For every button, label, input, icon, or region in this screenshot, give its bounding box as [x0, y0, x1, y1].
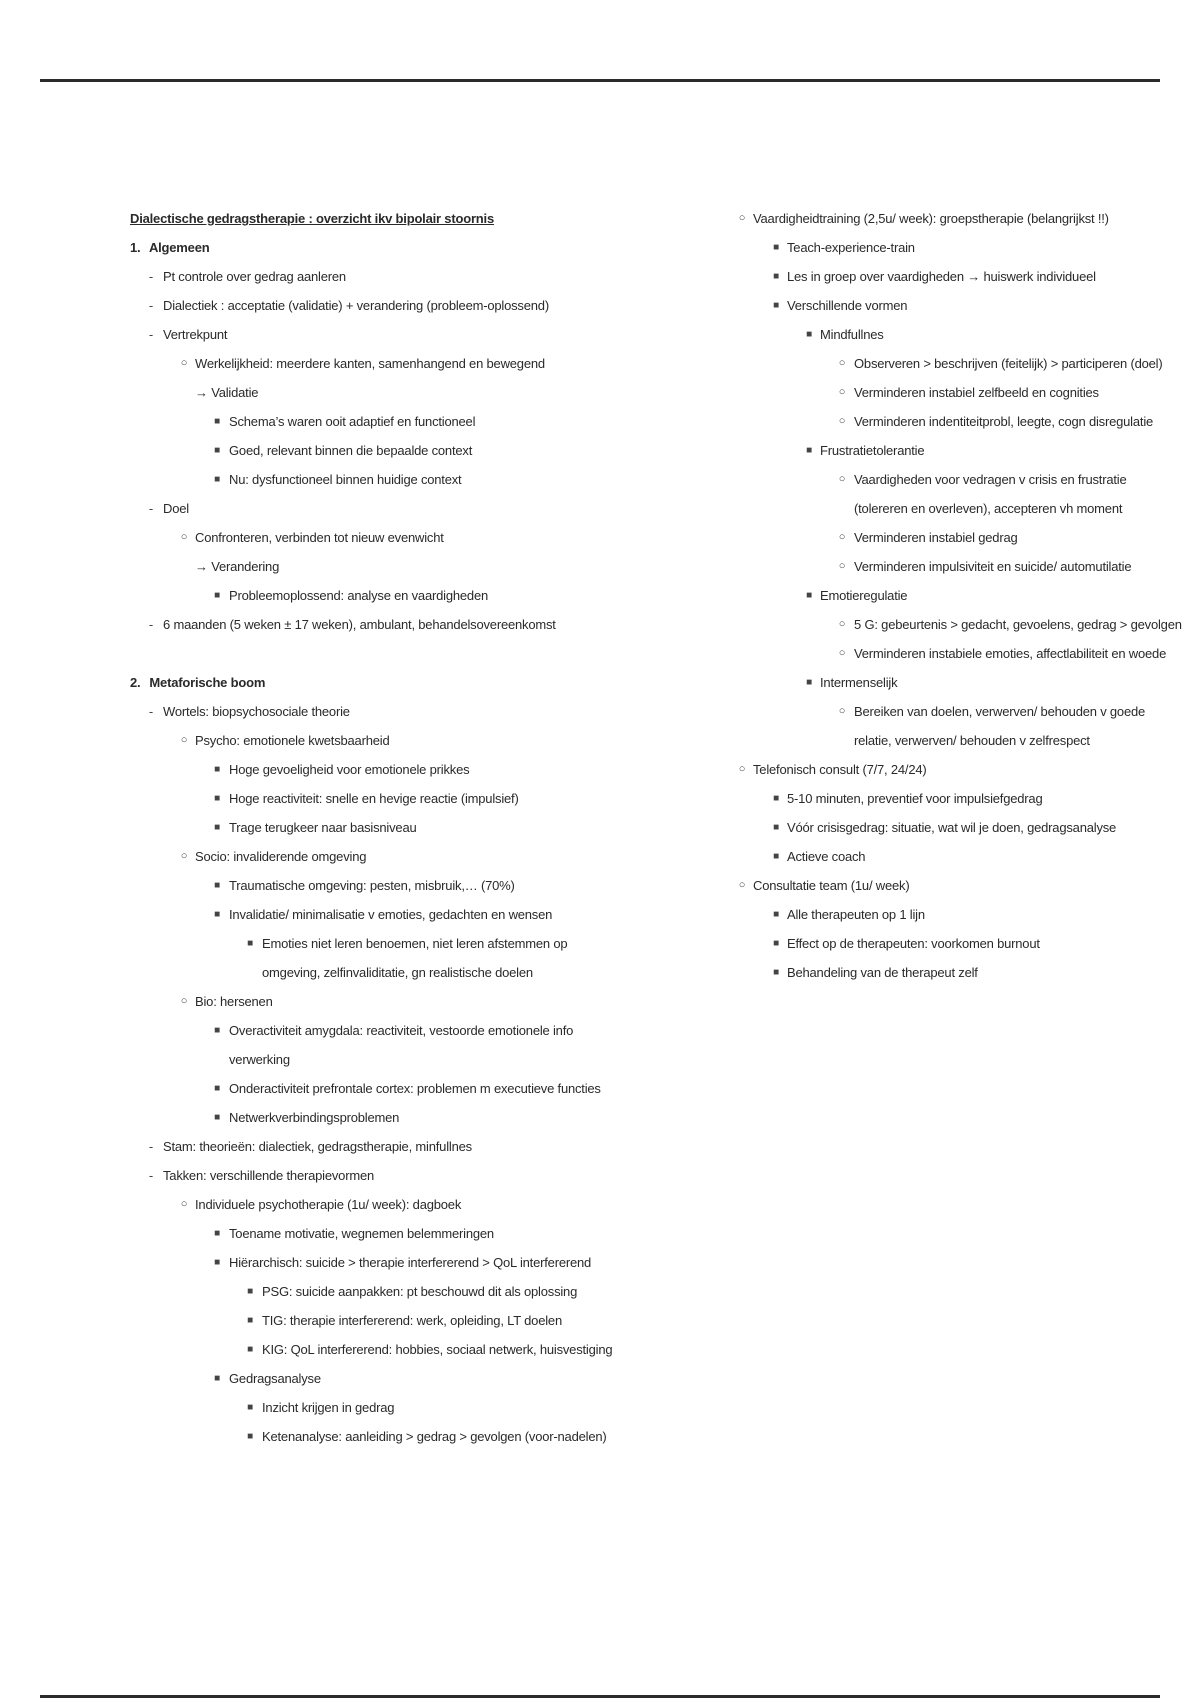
circle-bullet-icon: ○ — [838, 415, 846, 427]
square-bullet-icon: ■ — [214, 590, 220, 601]
list-item: ○ Verminderen instabiele emoties, affectlabiliteit en woede — [735, 639, 1175, 668]
list-item: - Dialectiek : acceptatie (validatie) + verandering (probleem-oplossend) — [130, 291, 690, 320]
section-title: Metaforische boom — [149, 675, 266, 690]
list-item-continuation: omgeving, zelfinvaliditatie, gn realistische doelen — [262, 965, 533, 980]
circle-bullet-icon: ○ — [180, 850, 188, 862]
list-item: ■ 5-10 minuten, preventief voor impulsiefgedrag — [735, 784, 1175, 813]
circle-bullet-icon: ○ — [180, 995, 188, 1007]
list-item: ■ Ketenanalyse: aanleiding > gedrag > gevolgen (voor-nadelen) — [130, 1422, 690, 1451]
square-bullet-icon: ■ — [214, 416, 220, 427]
square-bullet-icon: ■ — [773, 271, 779, 282]
square-bullet-icon: ■ — [214, 793, 220, 804]
square-bullet-icon: ■ — [214, 880, 220, 891]
document-title: Dialectische gedragstherapie : overzicht ikv bipolair stoornis — [130, 211, 494, 226]
list-item: ■ Invalidatie/ minimalisatie v emoties, gedachten en wensen — [130, 900, 690, 929]
list-item: ■ Actieve coach — [735, 842, 1175, 871]
square-bullet-icon: ■ — [247, 1402, 253, 1413]
circle-bullet-icon: ○ — [738, 763, 746, 775]
list-item: ■ Alle therapeuten op 1 lijn — [735, 900, 1175, 929]
list-item: ■ Effect op de therapeuten: voorkomen burnout — [735, 929, 1175, 958]
list-item: - Pt controle over gedrag aanleren — [130, 262, 690, 291]
list-item: ■ Nu: dysfunctioneel binnen huidige context — [130, 465, 690, 494]
square-bullet-icon: ■ — [247, 1315, 253, 1326]
list-item: ■ Emoties niet leren benoemen, niet leren afstemmen op — [130, 929, 690, 958]
list-item: ○ Observeren > beschrijven (feitelijk) > participeren (doel) — [735, 349, 1175, 378]
square-bullet-icon: ■ — [214, 1373, 220, 1384]
list-item: ■ Verschillende vormen — [735, 291, 1175, 320]
list-item: ○ Telefonisch consult (7/7, 24/24) — [735, 755, 1175, 784]
right-column — [735, 204, 1182, 987]
list-item-continuation: (tolereren en overleven), accepteren vh moment — [854, 501, 1123, 516]
list-item: ○ Bio: hersenen — [130, 987, 690, 1016]
circle-bullet-icon: ○ — [180, 357, 188, 369]
circle-bullet-icon: ○ — [838, 473, 846, 485]
dash-bullet-icon: - — [148, 1139, 154, 1154]
square-bullet-icon: ■ — [806, 590, 812, 601]
square-bullet-icon: ■ — [773, 851, 779, 862]
list-item: ■ Behandeling van de therapeut zelf — [735, 958, 1175, 987]
list-item: - Takken: verschillende therapievormen — [130, 1161, 690, 1190]
section-number: 1. — [130, 240, 141, 255]
circle-bullet-icon: ○ — [838, 618, 846, 630]
dash-bullet-icon: - — [148, 617, 154, 632]
list-item: ■ Hoge reactiviteit: snelle en hevige reactie (impulsief) — [130, 784, 690, 813]
list-item: ○ Socio: invaliderende omgeving — [130, 842, 690, 871]
dash-bullet-icon: - — [148, 327, 154, 342]
list-item: ■ Inzicht krijgen in gedrag — [130, 1393, 690, 1422]
list-item: ○ Vaardigheidtraining (2,5u/ week): groepstherapie (belangrijkst !!) — [735, 204, 1175, 233]
square-bullet-icon: ■ — [773, 793, 779, 804]
left-column — [130, 204, 690, 1451]
section-title: Algemeen — [148, 240, 210, 255]
square-bullet-icon: ■ — [214, 474, 220, 485]
square-bullet-icon: ■ — [247, 1286, 253, 1297]
header-rule — [40, 79, 1160, 82]
square-bullet-icon: ■ — [214, 1228, 220, 1239]
square-bullet-icon: ■ — [214, 445, 220, 456]
list-item: ■ Goed, relevant binnen die bepaalde context — [130, 436, 690, 465]
square-bullet-icon: ■ — [806, 329, 812, 340]
circle-bullet-icon: ○ — [838, 386, 846, 398]
square-bullet-icon: ■ — [773, 300, 779, 311]
square-bullet-icon: ■ — [806, 445, 812, 456]
list-item: ■ Netwerkverbindingsproblemen — [130, 1103, 690, 1132]
list-item: - Stam: theorieën: dialectiek, gedragstherapie, minfullnes — [130, 1132, 690, 1161]
circle-bullet-icon: ○ — [738, 879, 746, 891]
list-item: ○ Verminderen instabiel zelfbeeld en cognities — [735, 378, 1175, 407]
dash-bullet-icon: - — [148, 269, 154, 284]
square-bullet-icon: ■ — [214, 822, 220, 833]
list-item: ■ Intermenselijk — [735, 668, 1175, 697]
list-item: ■ Mindfullnes — [735, 320, 1175, 349]
square-bullet-icon: ■ — [214, 1083, 220, 1094]
square-bullet-icon: ■ — [773, 909, 779, 920]
list-item: - 6 maanden (5 weken ± 17 weken), ambulant, behandelsovereenkomst — [130, 610, 690, 639]
list-item-arrow: → Verandering — [195, 559, 280, 574]
circle-bullet-icon: ○ — [838, 647, 846, 659]
list-item: ■ Emotieregulatie — [735, 581, 1175, 610]
list-item: ■ Toename motivatie, wegnemen belemmeringen — [130, 1219, 690, 1248]
list-item: ○ Vaardigheden voor vedragen v crisis en frustratie — [735, 465, 1175, 494]
circle-bullet-icon: ○ — [180, 1198, 188, 1210]
square-bullet-icon: ■ — [214, 909, 220, 920]
footer-rule — [40, 1695, 1160, 1698]
list-item: ■ KIG: QoL interfererend: hobbies, sociaal netwerk, huisvestiging — [130, 1335, 690, 1364]
list-item: ○ Individuele psychotherapie (1u/ week): dagboek — [130, 1190, 690, 1219]
list-item: ■ Gedragsanalyse — [130, 1364, 690, 1393]
list-item: ■ PSG: suicide aanpakken: pt beschouwd dit als oplossing — [130, 1277, 690, 1306]
list-item: ○ 5 G: gebeurtenis > gedacht, gevoelens, gedrag > gevolgen — [735, 610, 1175, 639]
section-heading-algemeen — [130, 233, 690, 262]
square-bullet-icon: ■ — [214, 1257, 220, 1268]
list-item: ■ Les in groep over vaardigheden → huiswerk individueel — [735, 262, 1175, 291]
square-bullet-icon: ■ — [773, 938, 779, 949]
list-item: - Wortels: biopsychosociale theorie — [130, 697, 690, 726]
circle-bullet-icon: ○ — [838, 531, 846, 543]
square-bullet-icon: ■ — [247, 1344, 253, 1355]
square-bullet-icon: ■ — [773, 967, 779, 978]
circle-bullet-icon: ○ — [838, 560, 846, 572]
dash-bullet-icon: - — [148, 704, 154, 719]
section-number: 2. — [130, 675, 141, 690]
circle-bullet-icon: ○ — [838, 705, 846, 717]
list-item: - Doel — [130, 494, 690, 523]
list-item: ■ Onderactiviteit prefrontale cortex: problemen m executieve functies — [130, 1074, 690, 1103]
list-item: ○ Bereiken van doelen, verwerven/ behouden v goede — [735, 697, 1175, 726]
list-item: ○ Confronteren, verbinden tot nieuw evenwicht — [130, 523, 690, 552]
list-item: ■ Teach-experience-train — [735, 233, 1175, 262]
list-item: ■ Hiërarchisch: suicide > therapie interfererend > QoL interfererend — [130, 1248, 690, 1277]
list-item: ○ Psycho: emotionele kwetsbaarheid — [130, 726, 690, 755]
circle-bullet-icon: ○ — [180, 531, 188, 543]
list-item: ■ Trage terugkeer naar basisniveau — [130, 813, 690, 842]
square-bullet-icon: ■ — [247, 1431, 253, 1442]
list-item: ○ Werkelijkheid: meerdere kanten, samenhangend en bewegend — [130, 349, 690, 378]
list-item: ■ Traumatische omgeving: pesten, misbruik,… (70%) — [130, 871, 690, 900]
list-item: ■ Schema’s waren ooit adaptief en functioneel — [130, 407, 690, 436]
dash-bullet-icon: - — [148, 298, 154, 313]
list-item: ○ Verminderen indentiteitprobl, leegte, cogn disregulatie — [735, 407, 1175, 436]
list-item: ○ Verminderen instabiel gedrag — [735, 523, 1175, 552]
dash-bullet-icon: - — [148, 501, 154, 516]
circle-bullet-icon: ○ — [838, 357, 846, 369]
list-item-continuation: relatie, verwerven/ behouden v zelfrespect — [854, 733, 1090, 748]
list-item: ■ TIG: therapie interfererend: werk, opleiding, LT doelen — [130, 1306, 690, 1335]
list-item-continuation: verwerking — [229, 1052, 290, 1067]
list-item: ■ Frustratietolerantie — [735, 436, 1175, 465]
dash-bullet-icon: - — [148, 1168, 154, 1183]
square-bullet-icon: ■ — [247, 938, 253, 949]
list-item: ■ Hoge gevoeligheid voor emotionele prikkes — [130, 755, 690, 784]
square-bullet-icon: ■ — [773, 822, 779, 833]
list-item: ■ Vóór crisisgedrag: situatie, wat wil je doen, gedragsanalyse — [735, 813, 1175, 842]
list-item: ○ Consultatie team (1u/ week) — [735, 871, 1175, 900]
square-bullet-icon: ■ — [773, 242, 779, 253]
section-heading-metaforische-boom — [130, 668, 690, 697]
list-item: ■ Overactiviteit amygdala: reactiviteit, vestoorde emotionele info — [130, 1016, 690, 1045]
list-item: ○ Verminderen impulsiviteit en suicide/ automutilatie — [735, 552, 1175, 581]
square-bullet-icon: ■ — [806, 677, 812, 688]
list-item: - Vertrekpunt — [130, 320, 690, 349]
square-bullet-icon: ■ — [214, 1025, 220, 1036]
list-item: ■ Probleemoplossend: analyse en vaardigheden — [130, 581, 690, 610]
circle-bullet-icon: ○ — [738, 212, 746, 224]
square-bullet-icon: ■ — [214, 1112, 220, 1123]
square-bullet-icon: ■ — [214, 764, 220, 775]
circle-bullet-icon: ○ — [180, 734, 188, 746]
list-item-arrow: → Validatie — [195, 385, 259, 400]
